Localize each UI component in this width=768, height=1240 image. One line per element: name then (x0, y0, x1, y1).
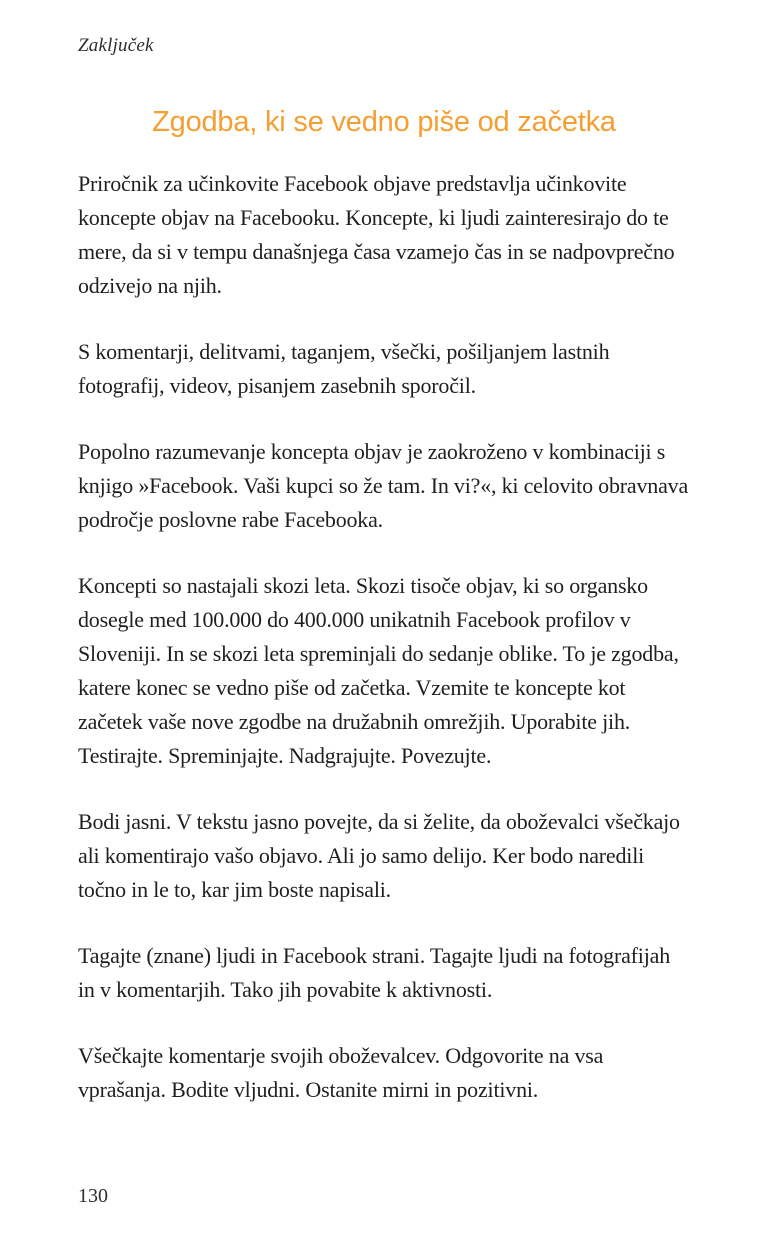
paragraph: Koncepti so nastajali skozi leta. Skozi tisoče objav, ki so organsko dosegle med 100.000 do 400.000 unikatnih Facebook profilov v Sloveniji. In se skozi leta spreminjali do sedanje oblike. To je zgodba, katere konec se vedno piše od začetka. Vzemite te koncepte kot začetek vaše nove zgodbe na družabnih omrežjih. Uporabite jih. Testirajte. Spreminjajte. Nadgrajujte. Povezujte. (78, 573, 679, 768)
paragraph: S komentarji, delitvami, taganjem, všečki, pošiljanjem lastnih fotografij, videov, pisanjem zasebnih sporočil. (78, 339, 610, 398)
paragraph: Popolno razumevanje koncepta objav je zaokroženo v kombinaciji s knjigo »Facebook. Vaši kupci so že tam. In vi?«, ki celovito obravnava področje poslovne rabe Facebooka. (78, 439, 689, 532)
paragraph: Tagajte (znane) ljudi in Facebook strani. Tagajte ljudi na fotografijah in v komentarjih. Tako jih povabite k aktivnosti. (78, 943, 670, 1002)
paragraph: Všečkajte komentarje svojih oboževalcev. Odgovorite na vsa vprašanja. Bodite vljudni. Ostanite mirni in pozitivni. (78, 1043, 604, 1102)
page-number: 130 (78, 1185, 108, 1207)
paragraph: Bodi jasni. V tekstu jasno povejte, da si želite, da oboževalci všečkajo ali komentirajo vašo objavo. Ali jo samo delijo. Ker bodo naredili točno in le to, kar jim boste napisali. (78, 809, 680, 902)
running-header: Zaključek (78, 35, 154, 56)
paragraph: Priročnik za učinkovite Facebook objave predstavlja učinkovite koncepte objav na Facebooku. Koncepte, ki ljudi zainteresirajo do te mere, da si v tempu današnjega časa vzamejo čas in se nadpovprečno odzivejo na njih. (78, 171, 675, 298)
chapter-heading: Zgodba, ki se vedno piše od začetka (152, 106, 616, 138)
body-text (78, 167, 690, 1107)
